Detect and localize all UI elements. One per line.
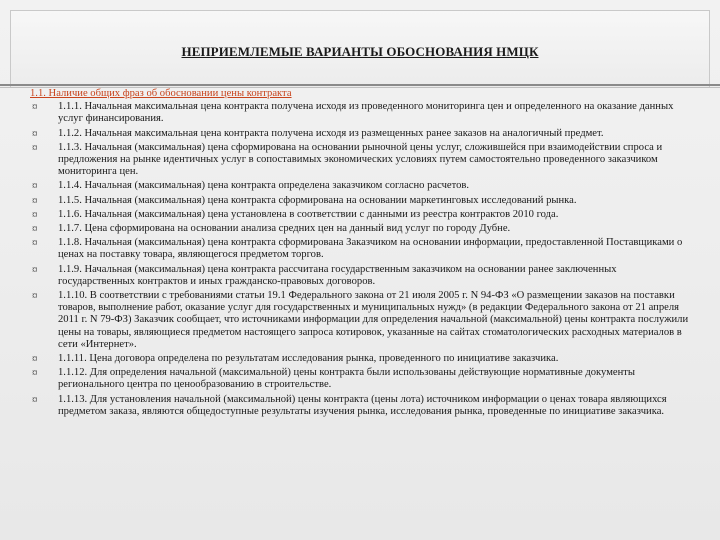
x-mark-icon: ¤: [32, 263, 38, 276]
x-mark-icon: ¤: [32, 208, 38, 221]
x-mark-icon: ¤: [32, 127, 38, 140]
list-item-text: 1.1.3. Начальная (максимальная) цена сформирована на основании рыночной цены услуг, сложившейся при взаимодействии спроса и предложения на рынке идентичных услуг в сопоставимых экономических условиях путем самостоятельно проведенного заказчиком мониторинга цен.: [58, 141, 663, 178]
x-mark-icon: ¤: [32, 237, 38, 250]
list-item-text: 1.1.5. Начальная (максимальная) цена контракта сформирована на основании маркетинговых исследований рынка.: [58, 194, 577, 206]
x-mark-icon: ¤: [32, 367, 38, 380]
page-title: НЕПРИЕМЛЕМЫЕ ВАРИАНТЫ ОБОСНОВАНИЯ НМЦК: [181, 44, 539, 59]
list-item-text: 1.1.4. Начальная (максимальная) цена контракта определена заказчиком согласно расчетов.: [58, 180, 470, 192]
list-item: [30, 180, 696, 192]
list-item-text: 1.1.12. Для определения начальной (максимальной) цены контракта были использованы действующие нормативные документы регионального центра по ценообразованию в строительстве.: [58, 367, 636, 391]
x-mark-icon: ¤: [32, 141, 38, 154]
list-item: [30, 223, 696, 235]
content-area: [30, 88, 696, 420]
list-item: [30, 101, 696, 125]
list-item: [30, 142, 696, 179]
list-item: [30, 237, 696, 261]
list-item: [30, 264, 696, 288]
bullet-list: [30, 101, 696, 418]
list-item: [30, 195, 696, 207]
x-mark-icon: ¤: [32, 101, 38, 114]
title-divider: [0, 84, 720, 86]
list-item: [30, 209, 696, 221]
list-item: [30, 128, 696, 140]
list-item-text: 1.1.9. Начальная (максимальная) цена контракта рассчитана государственным заказчиком на основании ранее заключенных государственных контрактов и иных гражданско-правовых договоров.: [58, 263, 617, 287]
x-mark-icon: ¤: [32, 180, 38, 193]
list-item-text: 1.1.13. Для установления начальной (максимальной) цены контракта (цены лота) источником информации о ценах товара являющихся предметом заказа, являются общедоступные результаты изучения рынка, исследования рынка, проведенные по инициативе заказчика.: [58, 393, 667, 417]
list-item-text: 1.1.11. Цена договора определена по результатам исследования рынка, проведенного по инициативе заказчика.: [58, 353, 559, 365]
list-item: [30, 367, 696, 391]
x-mark-icon: ¤: [32, 223, 38, 236]
list-item-text: 1.1.2. Начальная максимальная цена контракта получена исходя из размещенных ранее заказов на аналогичный предмет.: [58, 127, 604, 139]
section-subheading: 1.1. Наличие общих фраз об обосновании цены контракта: [30, 88, 292, 99]
list-item-text: 1.1.7. Цена сформирована на основании анализа средних цен на данный вид услуг по городу Дубне.: [58, 223, 511, 235]
x-mark-icon: ¤: [32, 393, 38, 406]
x-mark-icon: ¤: [32, 194, 38, 207]
list-item-text: 1.1.1. Начальная максимальная цена контракта получена исходя из проведенного мониторинга цен и определенного на оказание данных услуг финансирования.: [58, 101, 674, 125]
list-item: [30, 290, 696, 351]
list-item-text: 1.1.10. В соответствии с требованиями статьи 19.1 Федерального закона от 21 июля 2005 г. N 94-ФЗ «О размещении заказов на поставки товаров, выполнение работ, оказание услуг для государственных и муниципальных нужд» (в редакции Федерального закона от 21 апреля 2011 г. N 79-ФЗ) Заказчик сообщает, что источниками информации для определения начальной (максимальной) цены контракта послужили цены на товары, являющиеся предметом настоящего запроса котировок, указанные на сайтах стоматологических расходных материалов в сети «Интернет».: [58, 290, 689, 350]
x-mark-icon: ¤: [32, 353, 38, 366]
list-item: [30, 394, 696, 418]
list-item-text: 1.1.6. Начальная (максимальная) цена установлена в соответствии с данными из реестра контрактов 2010 года.: [58, 208, 559, 220]
list-item: [30, 353, 696, 365]
list-item-text: 1.1.8. Начальная (максимальная) цена контракта сформирована Заказчиком на основании информации, предоставленной Поставщиками о ценах на поставку товара, являющегося предметом торгов.: [58, 237, 683, 261]
x-mark-icon: ¤: [32, 290, 38, 303]
